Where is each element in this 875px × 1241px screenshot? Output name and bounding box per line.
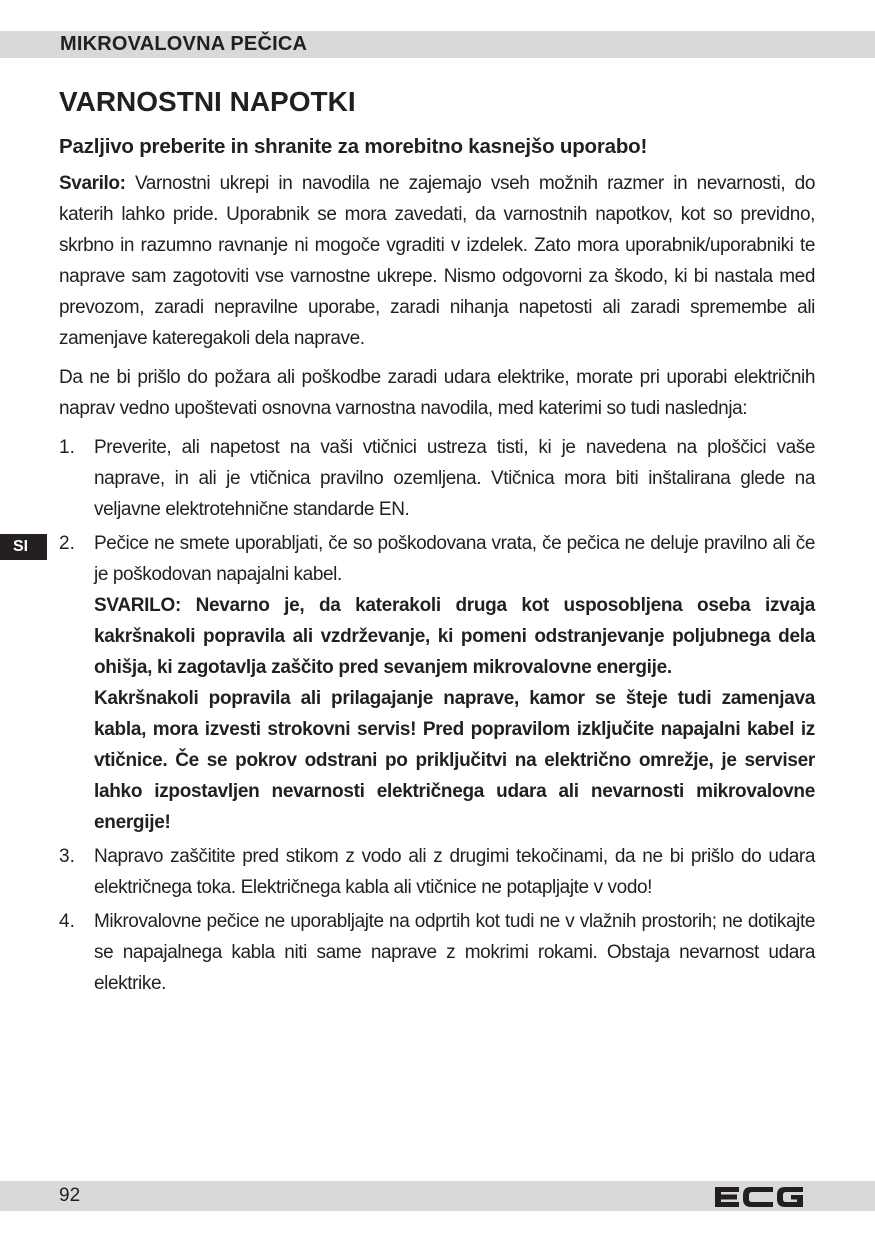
list-item xyxy=(59,432,815,525)
list-item-warning: SVARILO: Nevarno je, da katerakoli druga kot usposobljena oseba izvaja kakršnakoli popravila ali vzdrževanje, ki pomeni odstranjevanje poljubnega dela ohišja, ki zagotavlja zaščito pred sevanjem mikrovalovne energije. xyxy=(94,595,815,678)
list-item-warning: Kakršnakoli popravila ali prilagajanje naprave, kamor se šteje tudi zamenjava kabla, mora izvesti strokovni servis! Pred popravilom izključite napajalni kabel iz vtičnice. Če se pokrov odstrani po priključitvi na električno omrežje, je serviser lahko izpostavljen nevarnosti električnega udara ali nevarnosti mikrovalovne energije! xyxy=(94,688,815,833)
header-title: MIKROVALOVNA PEČICA xyxy=(60,33,308,55)
warning-paragraph xyxy=(59,168,815,354)
list-item-number: 1. xyxy=(59,437,75,458)
list-item-text: Preverite, ali napetost na vaši vtičnici ustreza tisti, ki je navedena na ploščici vaše naprave, in ali je vtičnica pravilno ozemljena. Vtičnica mora biti inštalirana glede na veljavne elektrotehnične standarde EN. xyxy=(94,437,815,520)
intro-paragraph: Da ne bi prišlo do požara ali poškodbe zaradi udara elektrike, morate pri uporabi električnih naprav vedno upoštevati osnovna varnostna navodila, med katerimi so tudi naslednja: xyxy=(59,367,815,419)
warning-label: Svarilo: xyxy=(59,173,126,194)
language-tab: SI xyxy=(0,534,47,560)
list-item-number: 2. xyxy=(59,533,75,554)
section-subtitle: Pazljivo preberite in shranite za morebitno kasnejšo uporabo! xyxy=(59,135,648,158)
list-item-text: Mikrovalovne pečice ne uporabljajte na odprtih kot tudi ne v vlažnih prostorih; ne dotikajte se napajalnega kabla niti same naprave z mokrimi rokami. Obstaja nevarnost udara elektrike. xyxy=(94,911,815,994)
ecg-logo-mark xyxy=(713,1185,805,1209)
list-item-text: Pečice ne smete uporabljati, če so poškodovana vrata, če pečica ne deluje pravilno ali če je poškodovan napajalni kabel. xyxy=(94,533,815,585)
ecg-logo xyxy=(713,1185,805,1214)
section-title: VARNOSTNI NAPOTKI xyxy=(59,86,356,117)
list-item-text: Napravo zaščitite pred stikom z vodo ali z drugimi tekočinami, da ne bi prišlo do udara električnega toka. Električnega kabla ali vtičnice ne potapljajte v vodo! xyxy=(94,846,815,898)
list-item-number: 4. xyxy=(59,911,75,932)
list-item xyxy=(59,841,815,903)
list-item xyxy=(59,528,815,838)
warning-text: Varnostni ukrepi in navodila ne zajemajo vseh možnih razmer in nevarnosti, do katerih lahko pride. Uporabnik se mora zavedati, da varnostnih napotkov, kot so previdno, skrbno in razumno ravnanje ni mogoče vgraditi v izdelek. Zato mora uporabnik/uporabniki te naprave sam zagotoviti vse varnostne ukrepe. Nismo odgovorni za škodo, ki bi nastala med prevozom, zaradi nepravilne uporabe, zaradi nihanja napetosti ali zaradi spremembe ali zamenjave kateregakoli dela naprave. xyxy=(59,173,815,349)
safety-list xyxy=(59,432,815,999)
list-item xyxy=(59,906,815,999)
list-item-number: 3. xyxy=(59,846,75,867)
page-content xyxy=(59,82,815,1002)
page-number: 92 xyxy=(59,1185,81,1206)
